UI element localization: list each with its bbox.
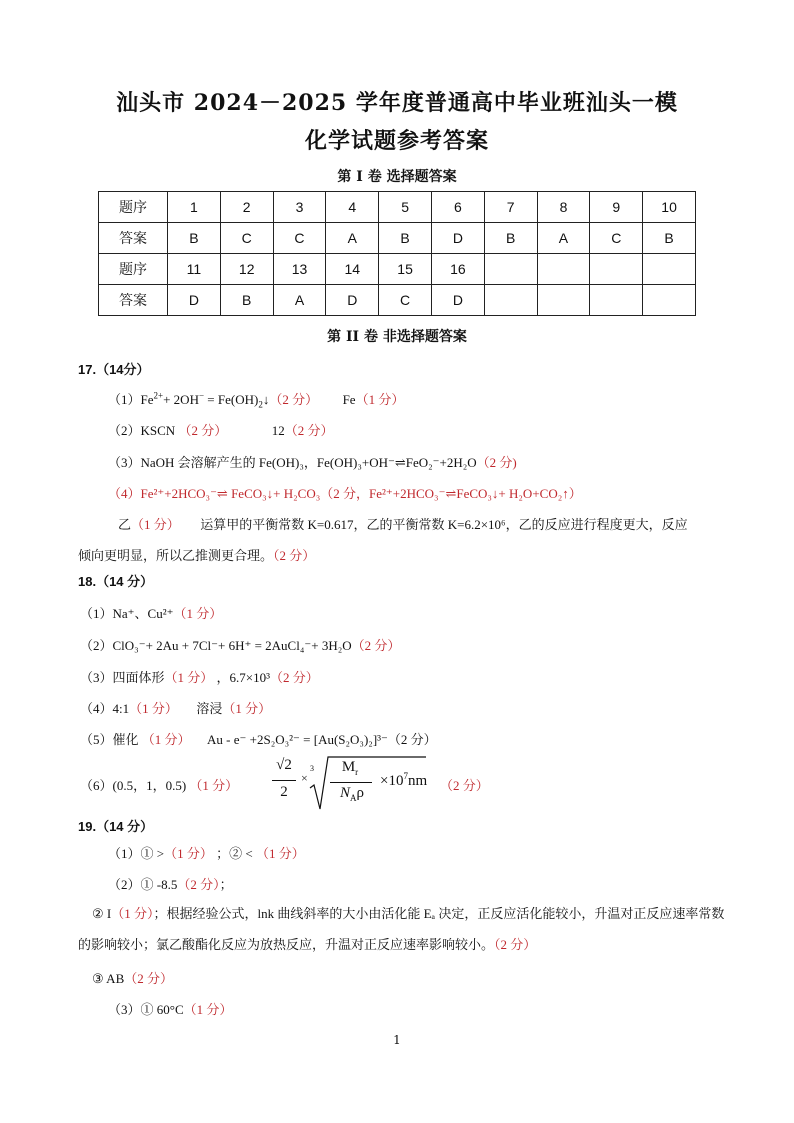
score: （2 分） xyxy=(270,670,319,685)
text: nm xyxy=(407,773,428,789)
text: ×10 xyxy=(380,773,404,789)
text: （3）NaOH 会溶解产生的 Fe(OH)₃，Fe(OH)₃+OH⁻⇌FeO₂⁻+2H₂O xyxy=(108,455,477,470)
text: 2 xyxy=(258,399,263,410)
text: （1）Fe xyxy=(108,392,154,407)
text: （4）4:1 xyxy=(80,701,130,716)
score: （2 分） xyxy=(273,548,316,563)
table-cell: C xyxy=(379,285,432,316)
table-cell: 2 xyxy=(220,192,273,223)
table-cell xyxy=(643,285,696,316)
table-cell: A xyxy=(273,285,326,316)
q18-line-4 xyxy=(80,698,271,717)
fraction-bar xyxy=(272,780,296,781)
q17-line-6 xyxy=(78,545,315,564)
text: （3）四面体形 xyxy=(80,670,165,685)
table-cell: 10 xyxy=(643,192,696,223)
formula-mr xyxy=(330,759,370,777)
text: + 2OH xyxy=(163,392,199,407)
q17-line-1 xyxy=(108,389,404,410)
table-cell: 1 xyxy=(168,192,221,223)
table-cell: 13 xyxy=(273,254,326,285)
page-title: 汕头市 2024－2025 学年度普通高中毕业班汕头一模 xyxy=(116,90,678,116)
formula-denominator: 2 xyxy=(280,784,288,800)
page-number: 1 xyxy=(393,1033,401,1047)
text: − xyxy=(198,390,205,401)
table-cell: 6 xyxy=(431,192,484,223)
text: 12 xyxy=(271,423,285,438)
table-cell: 8 xyxy=(537,192,590,223)
score: （1 分） xyxy=(129,701,178,716)
score: （2 分，Fe²⁺+2HCO₃⁻⇌FeCO₃↓+ H₂O+CO₂↑） xyxy=(320,486,582,501)
q19-line-2 xyxy=(108,874,233,893)
q19-line-3 xyxy=(92,968,173,987)
score: （1 分） xyxy=(164,670,214,685)
table-cell: C xyxy=(590,223,643,254)
q18-line-6 xyxy=(80,775,238,794)
formula-times: × xyxy=(301,771,308,785)
q18-header: 18.（14 分） xyxy=(78,574,154,589)
section-1-heading: 第 I 卷 选择题答案 xyxy=(337,169,457,185)
table-row xyxy=(99,223,696,254)
table-cell: B xyxy=(484,223,537,254)
table-cell: C xyxy=(220,223,273,254)
score: （1 分） xyxy=(164,846,213,861)
table-row xyxy=(99,254,696,285)
score: （1 分） xyxy=(255,846,305,861)
table-cell: 答案 xyxy=(99,223,168,254)
text: ，6.7×10³ xyxy=(216,670,271,685)
text: A xyxy=(350,793,357,803)
text: M xyxy=(341,759,356,775)
q19-line-1 xyxy=(108,843,305,862)
q17-line-5 xyxy=(118,514,688,533)
table-cell xyxy=(484,285,537,316)
table-cell: D xyxy=(431,223,484,254)
score: （1 分） xyxy=(355,392,405,407)
text: （1）Na⁺、Cu²⁺ xyxy=(80,606,174,621)
q18-line-5 xyxy=(80,729,437,748)
text: ρ xyxy=(356,785,364,801)
table-cell: 5 xyxy=(379,192,432,223)
score: （2 分) xyxy=(476,455,517,470)
table-cell: 题序 xyxy=(99,254,168,285)
text: ；② < xyxy=(216,846,253,861)
table-cell xyxy=(537,285,590,316)
text: （6）(0.5，1，0.5) xyxy=(80,778,187,793)
table-cell: 3 xyxy=(273,192,326,223)
text: （5）催化 xyxy=(80,732,139,747)
q17-header: 17.（14分） xyxy=(78,362,150,377)
score: （2 分） xyxy=(494,937,537,952)
q19-line-4 xyxy=(108,999,232,1018)
score: （2 分） xyxy=(351,638,401,653)
table-cell: A xyxy=(326,223,379,254)
table-cell: B xyxy=(643,223,696,254)
score: （1 分） xyxy=(131,517,180,532)
text: （3）① 60°C xyxy=(108,1002,184,1017)
text: ；根据经验公式，lnk 曲线斜率的大小由活化能 Eₐ 决定，正反应活化能较小，升温对正反应速率常数的影响较小；氯乙酸酯化反应为放热反应，升温对正反应速率影响较小。 xyxy=(78,906,725,952)
text: ； xyxy=(219,877,233,892)
formula-tail xyxy=(380,771,427,790)
formula-numerator: √2 xyxy=(276,757,292,773)
q18-line-2 xyxy=(80,635,400,654)
q17-line-2 xyxy=(108,420,333,439)
text: ↓ xyxy=(262,392,270,407)
fraction-bar xyxy=(330,782,372,783)
table-cell xyxy=(484,254,537,285)
text: N xyxy=(339,785,350,801)
density-formula xyxy=(270,755,530,815)
formula-na-rho xyxy=(330,785,374,803)
table-cell: 7 xyxy=(484,192,537,223)
score: （1 分） xyxy=(222,701,272,716)
table-cell: 答案 xyxy=(99,285,168,316)
score: （2 分） xyxy=(269,392,319,407)
section-2-heading: 第 II 卷 非选择题答案 xyxy=(327,329,467,345)
table-cell xyxy=(537,254,590,285)
table-cell: B xyxy=(379,223,432,254)
text: 2+ xyxy=(153,390,164,401)
text: （1）① > xyxy=(108,846,165,861)
page-subtitle: 化学试题参考答案 xyxy=(304,128,489,154)
formula-score: （2 分） xyxy=(440,778,489,793)
text: 乙 xyxy=(118,517,132,532)
table-cell: 9 xyxy=(590,192,643,223)
text: 7 xyxy=(403,771,408,781)
score: （2 分） xyxy=(284,423,334,438)
table-row xyxy=(99,285,696,316)
score: （2 分） xyxy=(124,971,174,986)
text: ② I xyxy=(92,906,112,921)
q18-line-1 xyxy=(80,603,222,622)
text: （2）① -8.5 xyxy=(108,877,178,892)
table-cell: B xyxy=(220,285,273,316)
table-cell: 4 xyxy=(326,192,379,223)
text: Fe xyxy=(342,392,356,407)
text: 运算甲的平衡常数 K=0.617，乙的平衡常数 K=6.2×10⁶，乙的反应进行程度更大，反应 xyxy=(200,517,688,532)
score: （2 分） xyxy=(178,423,228,438)
text: r xyxy=(355,767,359,777)
table-cell: D xyxy=(431,285,484,316)
table-cell: 题序 xyxy=(99,192,168,223)
text: = Fe(OH) xyxy=(204,392,259,407)
q19-header: 19.（14 分） xyxy=(78,819,154,834)
score: （1 分） xyxy=(111,906,154,921)
table-cell: 12 xyxy=(220,254,273,285)
table-cell xyxy=(643,254,696,285)
q19-paragraph xyxy=(78,898,728,960)
score: （1 分） xyxy=(141,732,191,747)
table-cell: 16 xyxy=(431,254,484,285)
table-cell: C xyxy=(273,223,326,254)
score: （1 分） xyxy=(173,606,223,621)
text: 溶浸 xyxy=(196,701,223,716)
q17-line-3 xyxy=(108,452,517,471)
text: ③ AB xyxy=(92,971,125,986)
table-row xyxy=(99,192,696,223)
table-cell: B xyxy=(168,223,221,254)
table-cell xyxy=(590,285,643,316)
answer-table xyxy=(98,191,696,316)
text: （2）ClO₃⁻+ 2Au + 7Cl⁻+ 6H⁺ = 2AuCl₄⁻+ 3H₂O xyxy=(80,638,352,653)
table-cell xyxy=(590,254,643,285)
table-cell: 15 xyxy=(379,254,432,285)
table-cell: 11 xyxy=(168,254,221,285)
root-index: 3 xyxy=(310,764,314,773)
text: Au - e⁻ +2S₂O₃²⁻ = [Au(S₂O₃)₂]³⁻（2 分） xyxy=(207,732,437,747)
score: （1 分） xyxy=(189,778,239,793)
table-cell: D xyxy=(168,285,221,316)
text: （2）KSCN xyxy=(108,423,176,438)
table-cell: 14 xyxy=(326,254,379,285)
q18-line-3 xyxy=(80,667,319,686)
score: （1 分） xyxy=(183,1002,233,1017)
score: （2 分） xyxy=(177,877,220,892)
text: （4）Fe²⁺+2HCO₃⁻⇌ FeCO₃↓+ H₂CO₃ xyxy=(108,486,321,501)
q17-line-4 xyxy=(108,483,582,502)
text: 倾向更明显，所以乙推测更合理。 xyxy=(78,548,274,563)
table-cell: D xyxy=(326,285,379,316)
table-cell: A xyxy=(537,223,590,254)
